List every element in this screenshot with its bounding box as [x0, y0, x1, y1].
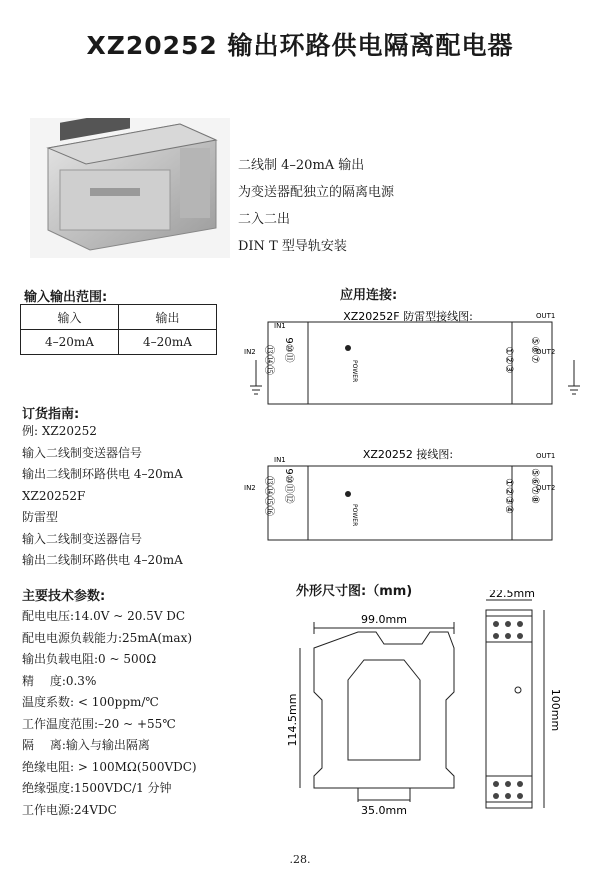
spec-line: 绝缘强度:1500VDC/1 分钟 [22, 781, 172, 795]
label-in1: IN1 [274, 322, 286, 330]
power-label: POWER [351, 504, 358, 527]
feature-item: 为变送器配独立的隔离电源 [238, 185, 395, 200]
order-heading: 订货指南: [22, 407, 80, 422]
page-title: XZ20252 输出环路供电隔离配电器 [86, 31, 514, 60]
dim-side-height: 100mm [549, 688, 562, 732]
spec-line: 配电电源负载能力:25mA(max) [22, 630, 193, 645]
table-row [21, 330, 217, 355]
terminals-left-top: 9⑩⑪⑫ [283, 468, 294, 504]
order-line: 输出二线制环路供电 4–20mA [22, 467, 183, 481]
specs-heading: 主要技术参数: [22, 589, 106, 604]
dim-base: 35.0mm [361, 804, 407, 817]
table-header-output: 输出 [119, 305, 217, 330]
order-line: 输入二线制变送器信号 [22, 531, 143, 546]
power-label: POWER [351, 360, 358, 383]
label-in2: IN2 [244, 348, 256, 356]
product-photo [30, 118, 230, 258]
dimensions-heading: 外形尺寸图:（mm) [296, 584, 413, 599]
order-list [22, 421, 183, 572]
spec-line: 温度系数: < 100ppm/℃ [22, 695, 159, 709]
spec-line: 配电电压:14.0V ~ 20.5V DC [22, 609, 186, 623]
terminals-left-bottom: ⑬⑭⑮ [263, 345, 274, 375]
label-in2: IN2 [244, 484, 256, 492]
terminals-right-top: ⑤⑥⑦⑧ [529, 468, 540, 504]
dim-width: 99.0mm [361, 613, 407, 626]
ground-icon [250, 360, 262, 394]
range-heading: 输入输出范围: [24, 290, 108, 305]
power-led-icon [345, 491, 351, 497]
label-out1: OUT1 [536, 452, 556, 460]
ground-icon [568, 360, 580, 394]
diagram-title: XZ20252F 防雷型接线图: [343, 310, 473, 323]
side-outline [486, 610, 532, 808]
side-terminal-screws [493, 621, 523, 799]
label-out2: OUT2 [536, 484, 556, 492]
range-table [20, 304, 217, 355]
label-out2: OUT2 [536, 348, 556, 356]
spec-line: 工作电源:24VDC [22, 802, 117, 817]
dim-depth: 22.5mm [489, 590, 535, 600]
spec-line: 输出负载电阻:0 ~ 500Ω [22, 652, 157, 666]
terminals-left-bottom: ⑬⑭⑮⑯ [263, 476, 274, 516]
table-cell-input: 4–20mA [21, 330, 119, 355]
front-outline [314, 632, 454, 802]
dimension-drawing [286, 590, 586, 830]
terminals-right-bottom: ①②③④ [503, 478, 514, 514]
spec-line: 工作温度范围:–20 ~ +55℃ [22, 716, 176, 731]
order-line: 输出二线制环路供电 4–20mA [22, 553, 183, 567]
order-line: 例: XZ20252 [22, 424, 97, 438]
feature-item: 二线制 4–20mA 输出 [238, 158, 365, 173]
table-header-input: 输入 [21, 305, 119, 330]
feature-item: DIN T 型导轨安装 [238, 239, 347, 254]
page-number: .28. [289, 853, 311, 866]
feature-item: 二入二出 [238, 212, 291, 227]
wiring-diagram-lightning [236, 300, 586, 415]
table-row [21, 305, 217, 330]
wiring-diagram-standard [236, 440, 586, 550]
dim-height: 114.5mm [286, 693, 299, 747]
order-line: XZ20252F [22, 488, 86, 503]
feature-list [238, 152, 394, 260]
terminals-left-top: 9⑩⑪ [283, 337, 294, 363]
spec-line: 精 度:0.3% [22, 673, 97, 688]
application-heading: 应用连接: [340, 288, 398, 303]
spec-line: 隔 离:输入与输出隔离 [22, 738, 150, 752]
order-line: 输入二线制变送器信号 [22, 445, 143, 460]
spec-line: 绝缘电阻: > 100MΩ(500VDC) [22, 759, 197, 774]
power-led-icon [345, 345, 351, 351]
terminals-right-top: ⑤⑥⑦ [529, 336, 540, 364]
terminals-right-bottom: ①②③ [503, 346, 514, 374]
specs-list [22, 606, 197, 821]
diagram-title: XZ20252 接线图: [362, 448, 454, 461]
table-cell-output: 4–20mA [119, 330, 217, 355]
label-in1: IN1 [274, 456, 286, 464]
order-line: 防雷型 [22, 510, 59, 524]
label-out1: OUT1 [536, 312, 556, 320]
